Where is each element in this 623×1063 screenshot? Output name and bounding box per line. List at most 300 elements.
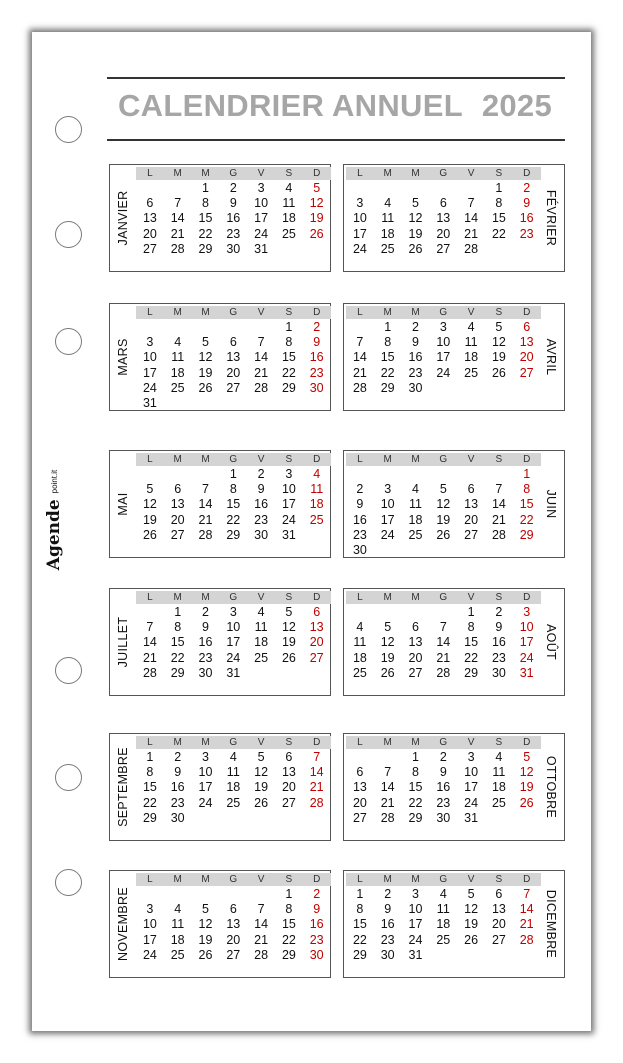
calendar-date: 6 <box>439 196 447 211</box>
calendar-date: 10 <box>436 335 451 350</box>
calendar-date: 19 <box>464 917 479 932</box>
calendar-date: 20 <box>436 226 451 241</box>
calendar-date: 29 <box>281 947 296 962</box>
weekday-label: G <box>229 592 238 603</box>
sunday-date: 16 <box>519 211 534 226</box>
calendar-date: 20 <box>408 650 423 665</box>
sunday-date: 21 <box>519 917 534 932</box>
weekday-label: L <box>147 454 153 465</box>
header-rule-bottom <box>107 139 565 141</box>
sunday-date: 30 <box>309 380 324 395</box>
weekday-header <box>346 873 541 886</box>
calendar-date: 8 <box>202 196 209 211</box>
calendar-date: 2 <box>495 605 503 619</box>
sunday-date: 15 <box>519 497 534 512</box>
calendar-date: 22 <box>198 226 213 241</box>
calendar-date: 22 <box>226 512 241 527</box>
month-janvier <box>109 164 331 272</box>
weekday-label: S <box>285 737 293 748</box>
weekday-label: M <box>411 168 420 179</box>
calendar-date: 22 <box>408 795 423 810</box>
weekday-label: D <box>313 874 321 885</box>
calendar-date: 14 <box>491 497 506 512</box>
calendar-date: 17 <box>281 497 296 512</box>
binder-hole <box>55 657 82 684</box>
calendar-date: 17 <box>254 211 269 226</box>
calendar-date: 4 <box>174 335 182 350</box>
sunday-date: 19 <box>309 211 324 226</box>
calendar-date: 22 <box>464 650 479 665</box>
month-novembre <box>109 870 331 978</box>
month-mai <box>109 450 331 558</box>
weekday-label: M <box>411 592 420 603</box>
month-name: JANVIER <box>116 190 130 246</box>
calendar-date: 6 <box>146 196 154 211</box>
calendar-date: 23 <box>170 795 185 810</box>
calendar-date: 13 <box>436 211 451 226</box>
month-name: MAI <box>116 492 130 516</box>
sunday-date: 22 <box>519 512 534 527</box>
calendar-date: 11 <box>381 211 395 226</box>
calendar-date: 24 <box>281 512 296 527</box>
sunday-date: 28 <box>309 795 324 810</box>
weekday-header <box>346 167 541 180</box>
calendar-date: 8 <box>467 620 475 635</box>
calendar-date: 23 <box>408 365 423 380</box>
calendar-date: 26 <box>408 241 423 256</box>
calendar-date: 4 <box>257 605 265 619</box>
weekday-label: S <box>285 168 293 179</box>
calendar-date: 9 <box>229 196 237 211</box>
calendar-date: 4 <box>174 902 182 917</box>
weekday-header <box>346 736 541 749</box>
weekday-label: M <box>383 874 392 885</box>
calendar-date: 11 <box>226 765 240 780</box>
calendar-date: 2 <box>439 750 447 764</box>
calendar-date: 25 <box>408 527 423 542</box>
calendar-date: 3 <box>467 750 475 764</box>
calendar-date: 19 <box>436 512 451 527</box>
calendar-date: 24 <box>352 241 367 256</box>
calendar-date: 30 <box>408 380 423 395</box>
calendar-date: 12 <box>380 635 395 650</box>
calendar-date: 25 <box>170 947 185 962</box>
calendar-date: 22 <box>491 226 506 241</box>
calendar-date: 15 <box>142 780 157 795</box>
calendar-date: 28 <box>254 380 269 395</box>
calendar-date: 16 <box>170 780 185 795</box>
calendar-date: 14 <box>254 350 269 365</box>
month-name: OTTOBRE <box>544 755 558 819</box>
calendar-date: 1 <box>495 181 503 195</box>
calendar-date: 3 <box>285 467 293 481</box>
calendar-date: 13 <box>281 765 296 780</box>
sunday-date: 16 <box>309 917 324 932</box>
calendar-date: 23 <box>436 795 451 810</box>
weekday-label: M <box>201 592 210 603</box>
calendar-date: 5 <box>257 750 265 764</box>
calendar-date: 2 <box>257 467 265 481</box>
calendar-date: 15 <box>170 635 185 650</box>
sunday-date: 26 <box>309 226 324 241</box>
sunday-date: 7 <box>523 887 531 901</box>
calendar-date: 3 <box>257 181 265 195</box>
weekday-label: G <box>439 874 448 885</box>
binder-hole <box>55 328 82 355</box>
calendar-date: 5 <box>384 620 392 635</box>
sunday-date: 1 <box>523 467 531 481</box>
weekday-label: D <box>313 454 321 465</box>
weekday-label: S <box>495 592 503 603</box>
calendar-date: 28 <box>198 527 213 542</box>
calendar-date: 6 <box>174 482 182 497</box>
month-mars <box>109 303 331 411</box>
calendar-date: 31 <box>226 665 241 680</box>
weekday-label: M <box>201 307 210 318</box>
month-février <box>343 164 565 272</box>
weekday-label: V <box>257 874 265 885</box>
calendar-date: 14 <box>436 635 451 650</box>
sunday-date: 17 <box>519 635 534 650</box>
calendar-date: 12 <box>198 917 213 932</box>
calendar-date: 26 <box>491 365 506 380</box>
calendar-date: 24 <box>464 795 479 810</box>
calendar-date: 18 <box>436 917 451 932</box>
calendar-date: 5 <box>495 320 503 334</box>
sunday-date: 20 <box>309 635 324 650</box>
calendar-date: 26 <box>198 380 213 395</box>
weekday-label: L <box>147 168 153 179</box>
calendar-date: 18 <box>226 780 241 795</box>
weekday-label: D <box>523 168 531 179</box>
weekday-header <box>136 873 331 886</box>
weekday-label: D <box>313 592 321 603</box>
calendar-date: 7 <box>495 482 503 497</box>
calendar-date: 19 <box>142 512 157 527</box>
sunday-date: 18 <box>309 497 324 512</box>
weekday-header <box>136 306 331 319</box>
calendar-date: 23 <box>254 512 269 527</box>
calendar-date: 7 <box>146 620 154 635</box>
calendar-date: 3 <box>412 887 419 901</box>
calendar-date: 2 <box>202 605 209 619</box>
calendar-date: 27 <box>436 241 451 256</box>
brand-logo <box>44 470 64 570</box>
calendar-date: 4 <box>356 620 364 635</box>
calendar-date: 6 <box>412 620 419 635</box>
weekday-label: V <box>467 168 475 179</box>
calendar-date: 14 <box>142 635 157 650</box>
calendar-date: 1 <box>229 467 237 481</box>
weekday-header <box>136 453 331 466</box>
title-year: 2025 <box>481 88 552 123</box>
month-avril <box>343 303 565 411</box>
calendar-date: 13 <box>170 497 185 512</box>
sunday-date: 21 <box>309 780 324 795</box>
sunday-date: 13 <box>519 335 534 350</box>
calendar-date: 12 <box>464 902 479 917</box>
sunday-date: 24 <box>519 650 534 665</box>
month-août <box>343 588 565 696</box>
calendar-date: 26 <box>436 527 451 542</box>
header-rule-top <box>107 77 565 79</box>
calendar-date: 8 <box>412 765 419 780</box>
weekday-label: S <box>495 874 503 885</box>
month-name: AOÛT <box>544 624 558 660</box>
calendar-date: 28 <box>170 241 185 256</box>
logo-main: Agende <box>44 499 64 571</box>
sunday-date: 30 <box>309 947 324 962</box>
sunday-date: 4 <box>313 467 321 481</box>
calendar-date: 4 <box>229 750 237 764</box>
weekday-label: M <box>383 737 392 748</box>
sunday-date: 20 <box>519 350 534 365</box>
calendar-date: 8 <box>146 765 154 780</box>
weekday-label: S <box>285 592 293 603</box>
calendar-date: 25 <box>254 650 269 665</box>
weekday-label: L <box>357 737 363 748</box>
weekday-label: S <box>495 454 503 465</box>
logo-sub: point.it <box>50 469 59 494</box>
calendar-date: 31 <box>464 810 479 825</box>
sunday-date: 27 <box>309 650 324 665</box>
calendar-date: 27 <box>226 947 241 962</box>
weekday-label: S <box>285 454 293 465</box>
calendar-date: 4 <box>495 750 503 764</box>
calendar-date: 14 <box>464 211 479 226</box>
weekday-label: G <box>439 168 448 179</box>
calendar-date: 15 <box>281 917 296 932</box>
calendar-date: 26 <box>142 527 157 542</box>
calendar-date: 25 <box>170 380 185 395</box>
calendar-date: 1 <box>467 605 475 619</box>
calendar-date: 9 <box>202 620 209 635</box>
sunday-date: 2 <box>523 181 531 195</box>
calendar-date: 20 <box>142 226 157 241</box>
weekday-label: M <box>173 737 182 748</box>
month-name: JUILLET <box>116 616 130 668</box>
weekday-label: M <box>173 168 182 179</box>
binder-hole <box>55 116 82 143</box>
calendar-date: 3 <box>439 320 447 334</box>
calendar-date: 1 <box>384 320 392 334</box>
weekday-label: M <box>411 454 420 465</box>
calendar-date: 23 <box>198 650 213 665</box>
month-juillet <box>109 588 331 696</box>
calendar-date: 19 <box>380 650 395 665</box>
calendar-date: 5 <box>285 605 293 619</box>
month-juin <box>343 450 565 558</box>
calendar-date: 15 <box>491 211 506 226</box>
weekday-label: V <box>467 592 475 603</box>
calendar-date: 29 <box>142 810 157 825</box>
calendar-date: 9 <box>439 765 447 780</box>
calendar-date: 21 <box>198 512 213 527</box>
calendar-date: 21 <box>491 512 506 527</box>
calendar-date: 20 <box>352 795 367 810</box>
calendar-date: 30 <box>198 665 213 680</box>
calendar-date: 24 <box>380 527 395 542</box>
weekday-label: G <box>229 874 238 885</box>
calendar-date: 22 <box>281 365 296 380</box>
calendar-date: 11 <box>464 335 478 350</box>
weekday-label: G <box>229 737 238 748</box>
calendar-date: 31 <box>254 241 269 256</box>
weekday-header <box>346 591 541 604</box>
calendar-date: 10 <box>281 482 296 497</box>
sunday-date: 6 <box>523 320 531 334</box>
calendar-date: 3 <box>146 902 154 917</box>
calendar-date: 24 <box>408 932 423 947</box>
calendar-date: 13 <box>226 917 241 932</box>
calendar-date: 5 <box>202 335 209 350</box>
calendar-date: 29 <box>198 241 213 256</box>
weekday-label: L <box>357 307 363 318</box>
weekday-label: S <box>495 307 503 318</box>
calendar-date: 26 <box>254 795 269 810</box>
calendar-date: 12 <box>436 497 451 512</box>
calendar-date: 17 <box>436 350 451 365</box>
calendar-date: 29 <box>281 380 296 395</box>
calendar-date: 29 <box>464 665 479 680</box>
calendar-date: 15 <box>226 497 241 512</box>
weekday-label: G <box>439 307 448 318</box>
calendar-date: 27 <box>491 932 506 947</box>
calendar-date: 8 <box>495 196 503 211</box>
weekday-label: D <box>523 592 531 603</box>
weekday-label: L <box>357 592 363 603</box>
calendar-date: 20 <box>464 512 479 527</box>
weekday-label: V <box>257 737 265 748</box>
calendar-date: 28 <box>491 527 506 542</box>
calendar-date: 18 <box>464 350 479 365</box>
calendar-date: 1 <box>285 320 293 334</box>
sunday-date: 5 <box>313 181 321 195</box>
calendar-date: 19 <box>281 635 296 650</box>
calendar-date: 10 <box>198 765 213 780</box>
weekday-label: G <box>229 168 238 179</box>
calendar-date: 27 <box>142 241 157 256</box>
month-name: JUIN <box>544 489 558 519</box>
calendar-date: 8 <box>229 482 237 497</box>
sunday-date: 31 <box>519 665 534 680</box>
calendar-date: 13 <box>491 902 506 917</box>
calendar-date: 24 <box>436 365 451 380</box>
calendar-date: 4 <box>439 887 447 901</box>
calendar-date: 6 <box>229 335 237 350</box>
calendar-date: 30 <box>491 665 506 680</box>
calendar-date: 9 <box>257 482 265 497</box>
calendar-date: 11 <box>436 902 450 917</box>
calendar-date: 29 <box>226 527 241 542</box>
calendar-date: 20 <box>281 780 296 795</box>
calendar-date: 6 <box>356 765 364 780</box>
weekday-label: M <box>201 874 210 885</box>
calendar-date: 22 <box>352 932 367 947</box>
weekday-label: G <box>439 737 448 748</box>
sunday-date: 25 <box>309 512 324 527</box>
calendar-date: 16 <box>254 497 269 512</box>
calendar-date: 26 <box>198 947 213 962</box>
title-text: CALENDRIER ANNUEL <box>118 88 463 123</box>
calendar-date: 1 <box>202 181 209 195</box>
calendar-date: 31 <box>281 527 296 542</box>
calendar-date: 13 <box>142 211 157 226</box>
sunday-date: 14 <box>519 902 534 917</box>
weekday-label: M <box>173 307 182 318</box>
calendar-date: 3 <box>202 750 209 764</box>
calendar-date: 22 <box>380 365 395 380</box>
calendar-date: 22 <box>142 795 157 810</box>
calendar-date: 12 <box>198 350 213 365</box>
calendar-date: 3 <box>356 196 364 211</box>
calendar-date: 29 <box>408 810 423 825</box>
calendar-date: 25 <box>380 241 395 256</box>
weekday-label: L <box>147 592 153 603</box>
calendar-date: 9 <box>495 620 503 635</box>
calendar-date: 31 <box>408 947 423 962</box>
calendar-date: 19 <box>408 226 423 241</box>
weekday-header <box>136 591 331 604</box>
calendar-date: 1 <box>356 887 364 901</box>
weekday-label: V <box>467 454 475 465</box>
calendar-date: 15 <box>352 917 367 932</box>
calendar-date: 18 <box>254 635 269 650</box>
month-name: NOVEMBRE <box>116 887 130 961</box>
calendar-date: 24 <box>198 795 213 810</box>
calendar-date: 25 <box>352 665 367 680</box>
weekday-header <box>346 306 541 319</box>
calendar-date: 15 <box>380 350 395 365</box>
calendar-date: 24 <box>254 226 269 241</box>
binder-hole <box>55 764 82 791</box>
sunday-date: 6 <box>313 605 321 619</box>
calendar-date: 12 <box>408 211 423 226</box>
calendar-date: 4 <box>384 196 392 211</box>
calendar-date: 20 <box>226 365 241 380</box>
calendar-date: 31 <box>142 396 157 410</box>
calendar-date: 23 <box>380 932 395 947</box>
calendar-date: 19 <box>198 932 213 947</box>
weekday-label: G <box>439 454 448 465</box>
calendar-date: 12 <box>254 765 269 780</box>
month-name: AVRIL <box>544 338 558 376</box>
calendar-date: 7 <box>257 335 265 350</box>
weekday-label: D <box>313 168 321 179</box>
weekday-label: L <box>147 737 153 748</box>
month-dicembre <box>343 870 565 978</box>
sunday-date: 29 <box>519 527 534 542</box>
weekday-label: M <box>173 454 182 465</box>
calendar-date: 5 <box>412 196 419 211</box>
weekday-label: M <box>201 454 210 465</box>
calendar-date: 15 <box>464 635 479 650</box>
weekday-label: D <box>313 307 321 318</box>
weekday-label: S <box>285 307 293 318</box>
calendar-date: 14 <box>380 780 395 795</box>
weekday-label: L <box>357 874 363 885</box>
sunday-date: 26 <box>519 795 534 810</box>
calendar-date: 10 <box>380 497 395 512</box>
calendar-date: 4 <box>285 181 293 195</box>
calendar-date: 18 <box>491 780 506 795</box>
calendar-date: 10 <box>142 917 157 932</box>
calendar-date: 30 <box>380 947 395 962</box>
weekday-header <box>136 736 331 749</box>
calendar-date: 27 <box>352 810 367 825</box>
weekday-label: D <box>523 737 531 748</box>
calendar-date: 5 <box>467 887 475 901</box>
